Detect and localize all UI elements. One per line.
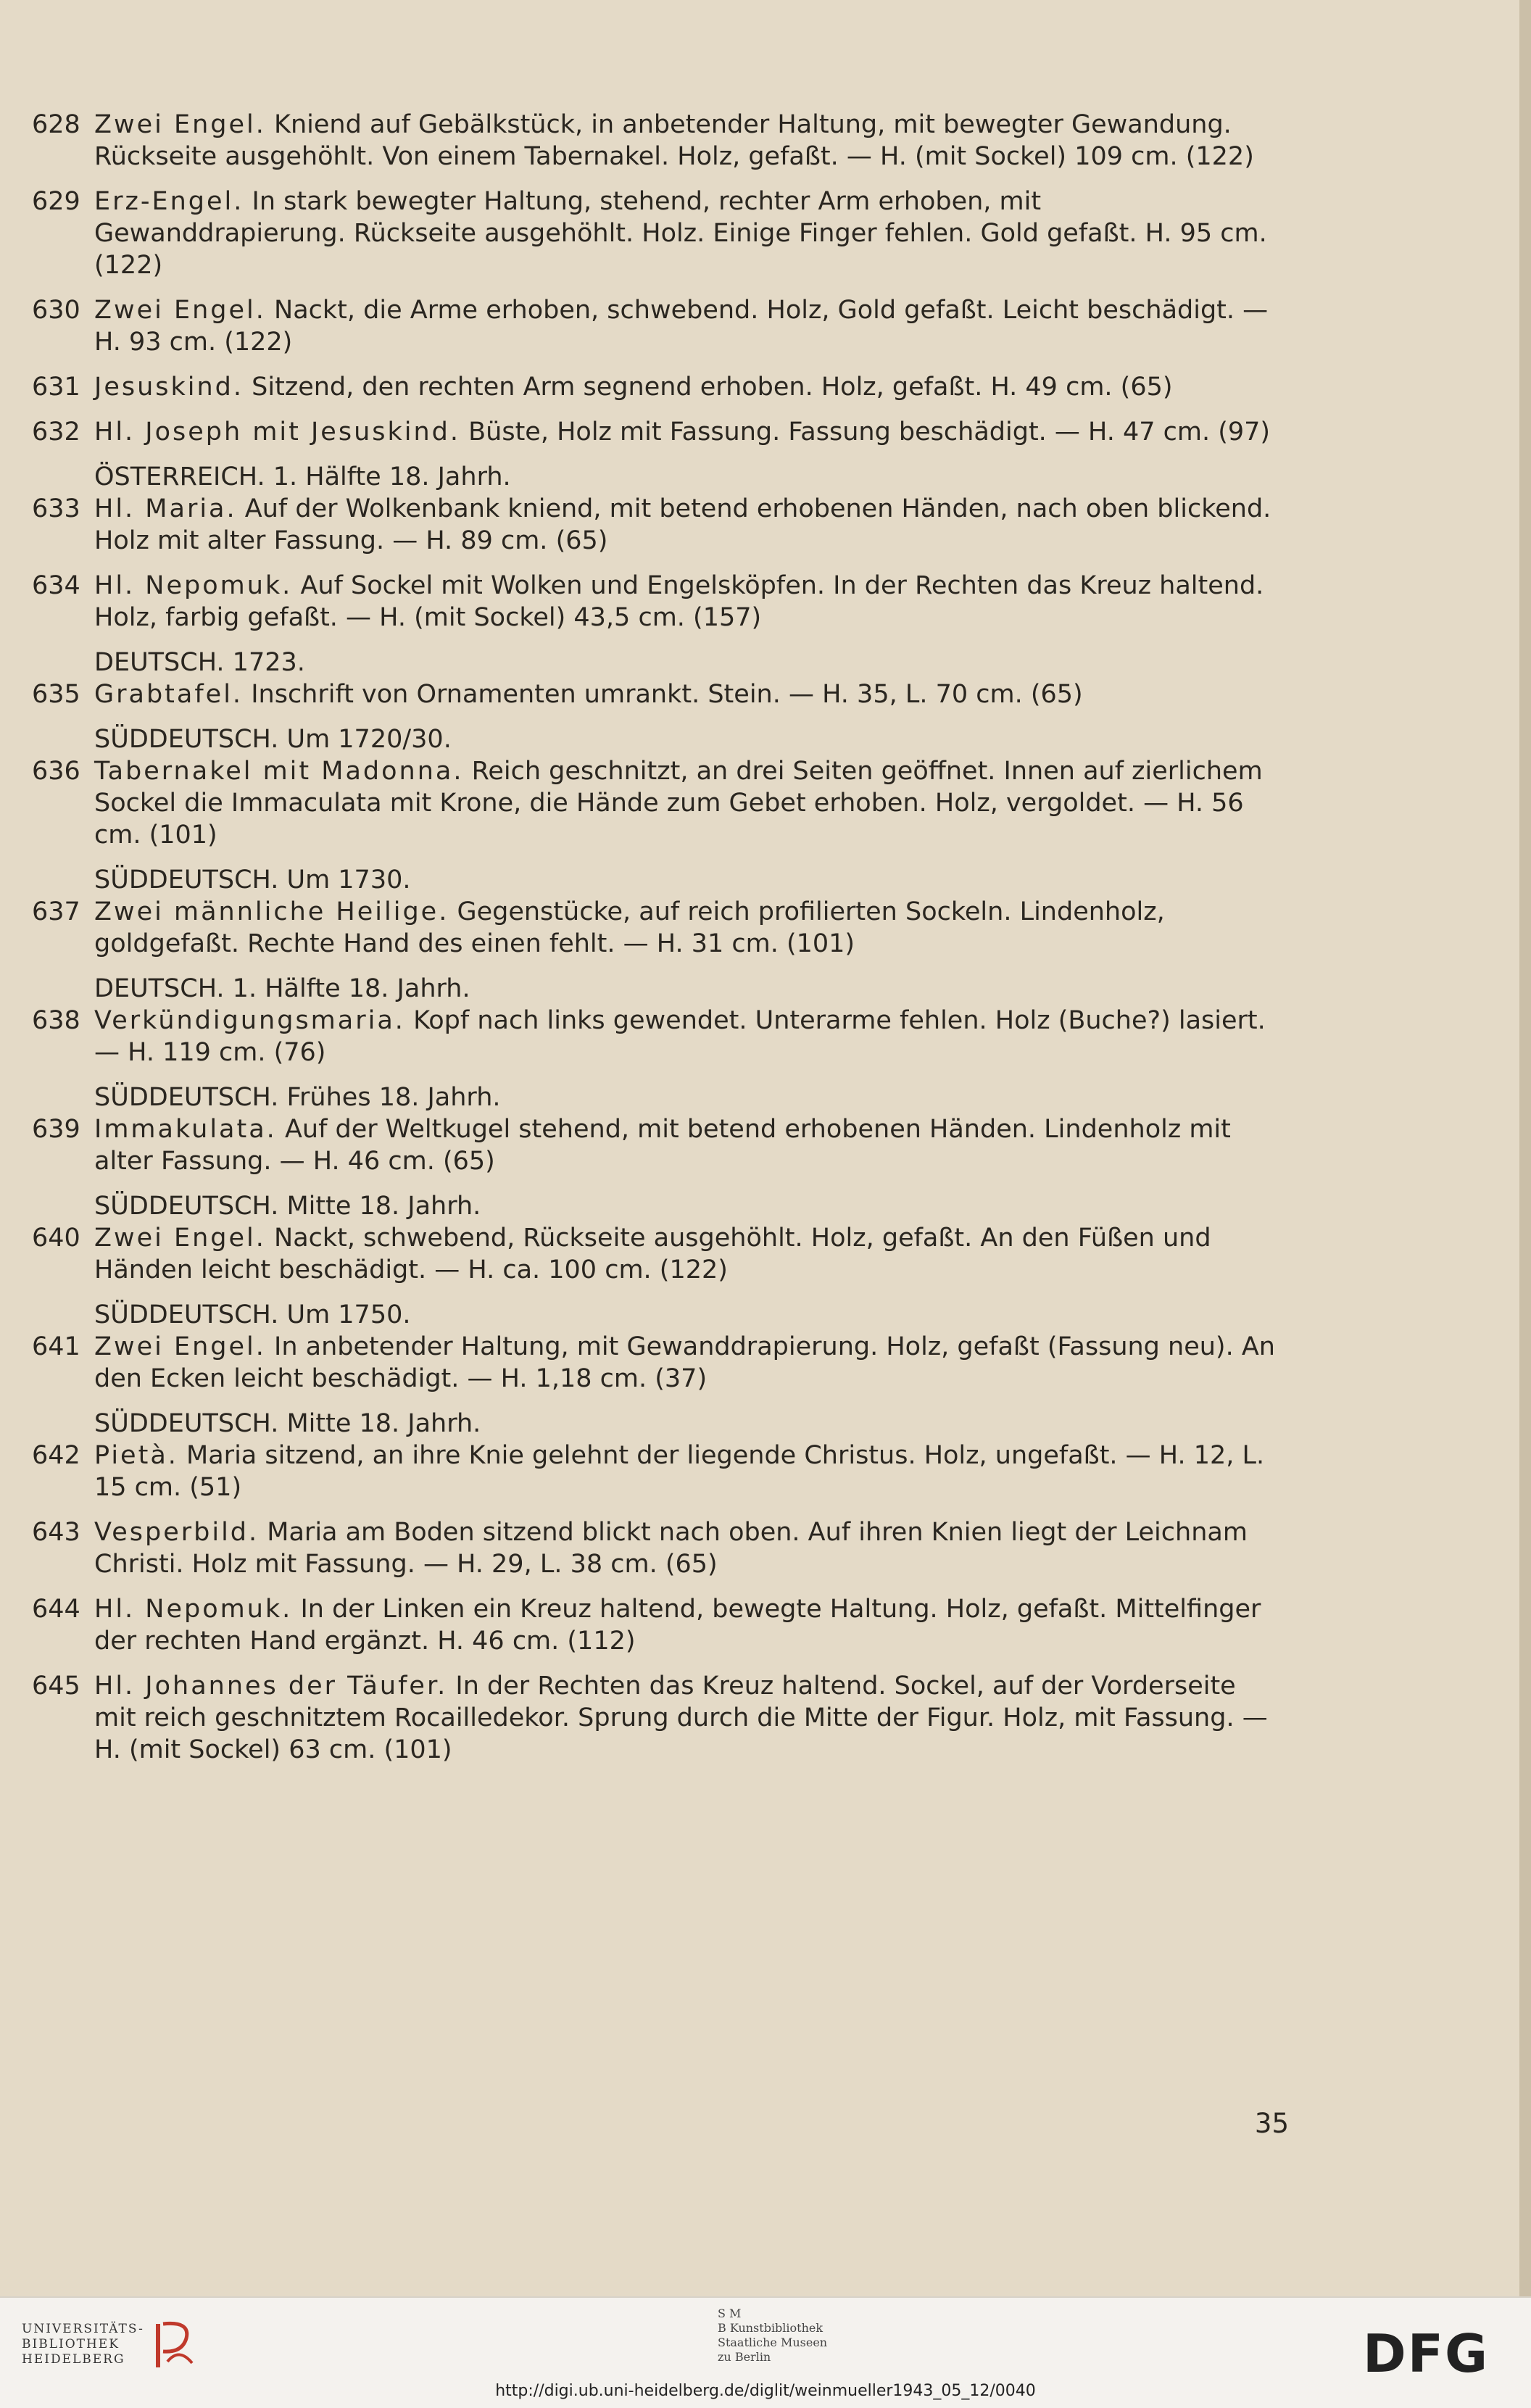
entry-body <box>32 109 1276 173</box>
entry-region: DEUTSCH. 1. Hälfte 18. Jahrh. <box>94 974 470 1003</box>
entry-description: Kopf nach links gewendet. Unterarme fehlen. Holz (Buche?) lasiert. — H. 119 cm. (76) <box>94 1006 1266 1067</box>
entry-description: In anbetender Haltung, mit Gewanddrapierung. Holz, gefaßt (Fassung neu). An den Ecken leicht beschädigt. — H. 1,18 cm. (37) <box>94 1332 1275 1393</box>
entry-body <box>32 678 1276 710</box>
entry-heading: Hl. Maria. <box>94 494 237 523</box>
entry-region: SÜDDEUTSCH. Frühes 18. Jahrh. <box>94 1083 501 1112</box>
catalog-entry <box>32 864 1276 960</box>
entry-body <box>32 1222 1276 1286</box>
entry-body <box>32 1005 1276 1068</box>
entry-number: 639 <box>32 1115 80 1144</box>
entry-heading: Hl. Nepomuk. <box>94 571 293 600</box>
entry-heading: Tabernakel mit Madonna. <box>94 757 464 786</box>
entry-region: SÜDDEUTSCH. Mitte 18. Jahrh. <box>94 1192 481 1221</box>
entry-body <box>32 570 1276 634</box>
catalog-entry <box>32 1081 1276 1177</box>
dfg-logo[interactable]: DFG <box>1363 2323 1490 2384</box>
entry-description: Maria sitzend, an ihre Knie gelehnt der liegende Christus. Holz, ungefaßt. — H. 12, L. 15 cm. (51) <box>94 1441 1265 1502</box>
catalog-entry <box>32 186 1276 281</box>
entry-description: In stark bewegter Haltung, stehend, rechter Arm erhoben, mit Gewanddrapierung. Rückseite ausgehöhlt. Holz. Einige Finger fehlen. Gold gefaßt. H. 95 cm. (122) <box>94 187 1267 280</box>
entry-body <box>32 1670 1276 1766</box>
entry-region: DEUTSCH. 1723. <box>94 648 305 677</box>
entry-heading: Zwei männliche Heilige. <box>94 897 449 926</box>
entry-description: Kniend auf Gebälkstück, in anbetender Haltung, mit bewegter Gewandung. Rückseite ausgehöhlt. Von einem Tabernakel. Holz, gefaßt. — H. (mit Sockel) 109 cm. (122) <box>94 110 1254 171</box>
entry-heading: Zwei Engel. <box>94 296 266 325</box>
entry-heading: Hl. Johannes der Täufer. <box>94 1672 448 1701</box>
entry-heading: Erz-Engel. <box>94 187 244 216</box>
catalog-entry <box>32 1190 1276 1286</box>
entry-heading: Zwei Engel. <box>94 110 266 139</box>
entry-number: 644 <box>32 1595 80 1624</box>
catalog-entry <box>32 1670 1276 1766</box>
entry-region: SÜDDEUTSCH. Mitte 18. Jahrh. <box>94 1409 481 1438</box>
entry-number: 633 <box>32 494 80 523</box>
catalog-entry <box>32 109 1276 173</box>
entry-number: 638 <box>32 1006 80 1035</box>
entry-heading: Verkündigungsmaria. <box>94 1006 405 1035</box>
entry-number: 640 <box>32 1224 80 1253</box>
entry-heading: Immakulata. <box>94 1115 277 1144</box>
entry-body <box>32 1440 1276 1503</box>
catalog-entry <box>32 1299 1276 1395</box>
entry-body <box>32 371 1276 403</box>
catalog-entry <box>32 1593 1276 1657</box>
entry-description: Gegenstücke, auf reich profilierten Sockeln. Lindenholz, goldgefaßt. Rechte Hand des einen fehlt. — H. 31 cm. (101) <box>94 897 1165 958</box>
entry-description: Maria am Boden sitzend blickt nach oben. Auf ihren Knien liegt der Leichnam Christi. Holz mit Fassung. — H. 29, L. 38 cm. (65) <box>94 1518 1248 1579</box>
entry-heading: Zwei Engel. <box>94 1224 266 1253</box>
entry-body <box>32 186 1276 281</box>
entry-body <box>32 755 1276 851</box>
entry-region: SÜDDEUTSCH. Um 1750. <box>94 1300 411 1329</box>
catalog-entry <box>32 647 1276 710</box>
entry-number: 641 <box>32 1332 80 1361</box>
catalog-entry <box>32 461 1276 557</box>
entry-number: 642 <box>32 1441 80 1470</box>
catalog-entry <box>32 1516 1276 1580</box>
document-url[interactable]: http://digi.ub.uni-heidelberg.de/diglit/weinmueller1943_05_12/0040 <box>495 2382 1036 2400</box>
entry-heading: Vesperbild. <box>94 1518 260 1547</box>
entry-description: In der Linken ein Kreuz haltend, bewegte Haltung. Holz, gefaßt. Mittelfinger der rechten Hand ergänzt. H. 46 cm. (112) <box>94 1595 1261 1656</box>
entry-number: 631 <box>32 373 80 402</box>
entry-description: Auf der Weltkugel stehend, mit betend erhobenen Händen. Lindenholz mit alter Fassung. — H. 46 cm. (65) <box>94 1115 1231 1176</box>
entry-region: SÜDDEUTSCH. Um 1720/30. <box>94 725 452 754</box>
entry-description: Auf der Wolkenbank kniend, mit betend erhobenen Händen, nach oben blickend. Holz mit alter Fassung. — H. 89 cm. (65) <box>94 494 1271 555</box>
entry-description: Sitzend, den rechten Arm segnend erhoben. Holz, gefaßt. H. 49 cm. (65) <box>252 373 1173 402</box>
entry-number: 628 <box>32 110 80 139</box>
entry-body <box>32 896 1276 960</box>
entry-heading: Grabtafel. <box>94 680 244 709</box>
catalog-entry <box>32 294 1276 358</box>
entry-number: 645 <box>32 1672 80 1701</box>
entry-heading: Hl. Joseph mit Jesuskind. <box>94 418 461 447</box>
catalog-entry <box>32 570 1276 634</box>
entry-number: 635 <box>32 680 80 709</box>
entry-heading: Jesuskind. <box>94 373 244 402</box>
university-library-name: UNIVERSITÄTS- BIBLIOTHEK HEIDELBERG <box>22 2321 144 2367</box>
page-number: 35 <box>1254 2108 1289 2139</box>
catalog-entry <box>32 1408 1276 1503</box>
entry-body <box>32 1593 1276 1657</box>
entry-heading: Zwei Engel. <box>94 1332 266 1361</box>
entry-body <box>32 1516 1276 1580</box>
entry-region: ÖSTERREICH. 1. Hälfte 18. Jahrh. <box>94 462 511 491</box>
university-library-logo[interactable] <box>22 2318 195 2370</box>
catalog-entry <box>32 723 1276 851</box>
entry-number: 637 <box>32 897 80 926</box>
university-seal-icon <box>153 2318 195 2370</box>
entry-heading: Hl. Nepomuk. <box>94 1595 293 1624</box>
entry-description: Auf Sockel mit Wolken und Engelsköpfen. In der Rechten das Kreuz haltend. Holz, farbig gefaßt. — H. (mit Sockel) 43,5 cm. (157) <box>94 571 1264 632</box>
entry-number: 643 <box>32 1518 80 1547</box>
entry-description: In der Rechten das Kreuz haltend. Sockel, auf der Vorderseite mit reich geschnitztem Rocailledekor. Sprung durch die Mitte der Figur. Holz, mit Fassung. — H. (mit Sockel) 63 cm. (101) <box>94 1672 1268 1764</box>
entry-description: Büste, Holz mit Fassung. Fassung beschädigt. — H. 47 cm. (97) <box>468 418 1271 447</box>
catalog-entry <box>32 416 1276 448</box>
entry-number: 636 <box>32 757 80 786</box>
entry-heading: Pietà. <box>94 1441 178 1470</box>
entry-region: SÜDDEUTSCH. Um 1730. <box>94 865 411 894</box>
entry-description: Reich geschnitzt, an drei Seiten geöffnet. Innen auf zierlichem Sockel die Immaculata mit Krone, die Hände zum Gebet erhoben. Holz, vergoldet. — H. 56 cm. (101) <box>94 757 1263 850</box>
catalog-entry <box>32 973 1276 1068</box>
catalog-entry <box>32 371 1276 403</box>
entry-description: Nackt, schwebend, Rückseite ausgehöhlt. Holz, gefaßt. An den Füßen und Händen leicht beschädigt. — H. ca. 100 cm. (122) <box>94 1224 1211 1284</box>
entry-number: 632 <box>32 418 80 447</box>
entry-body <box>32 294 1276 358</box>
entry-body <box>32 1331 1276 1395</box>
entry-body <box>32 416 1276 448</box>
entry-description: Nackt, die Arme erhoben, schwebend. Holz, Gold gefaßt. Leicht beschädigt. — H. 93 cm. (122) <box>94 296 1269 357</box>
entry-number: 629 <box>32 187 80 216</box>
catalog-entries <box>32 109 1276 1779</box>
smb-kunstbibliothek-logo[interactable]: S M B Kunstbibliothek Staatliche Museen zu Berlin <box>718 2307 828 2364</box>
entry-body <box>32 1113 1276 1177</box>
entry-description: Inschrift von Ornamenten umrankt. Stein. — H. 35, L. 70 cm. (65) <box>251 680 1083 709</box>
entry-number: 634 <box>32 571 80 600</box>
entry-number: 630 <box>32 296 80 325</box>
entry-body <box>32 493 1276 557</box>
